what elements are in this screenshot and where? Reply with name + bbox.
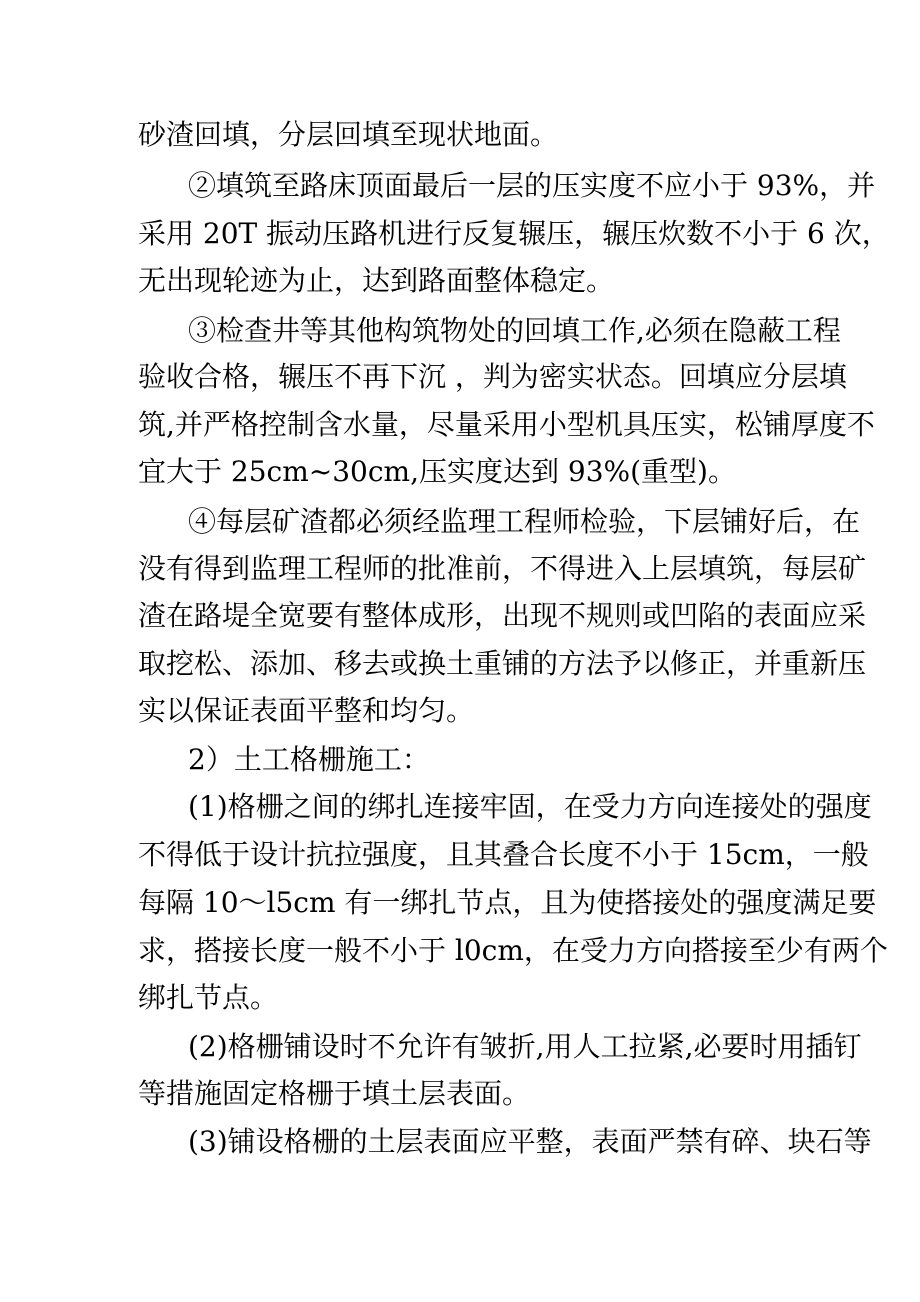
line-text: 宜大于 25cm~30cm,压实度达到 93%(重型)。 [138,455,736,488]
line-text: 等措施固定格栅于填土层表面。 [138,1077,531,1110]
text-line [0,214,920,254]
line-text: 没有得到监理工程师的批准前，不得进入上层填筑，每层矿 [138,552,867,585]
text-line [0,1074,920,1114]
line-text: 验收合格，辗压不再下沉 ，判为密实状态。回填应分层填 [138,360,847,393]
text-line [0,596,920,636]
line-text: 取挖松、添加、移去或换土重铺的方法予以修正，并重新压 [138,647,867,680]
line-text: 绑扎节点。 [138,981,279,1014]
line-text: (3)铺设格栅的土层表面应平整，表面严禁有碎、块石等 [188,1125,872,1158]
text-line [0,691,920,731]
line-text: 实以保证表面平整和均匀。 [138,694,475,727]
line-text: 不得低于设计抗拉强度，且其叠合长度不小于 15cm，一般 [138,838,869,871]
text-line [0,978,920,1018]
line-text: ②填筑至路床顶面最后一层的压实度不应小于 93%，并 [188,169,876,202]
text-line [0,835,920,875]
text-line [0,931,920,971]
text-line [0,261,920,301]
line-text: 砂渣回填，分层回填至现状地面。 [138,118,559,151]
line-text: 2）土工格栅施工： [188,743,430,776]
line-text: 每隔 10～l5cm 有一绑扎节点，且为使搭接处的强度满足要 [138,886,877,919]
text-line [0,787,920,827]
line-text: (1)格栅之间的绑扎连接牢固，在受力方向连接处的强度 [188,790,872,823]
text-line [0,115,920,155]
line-text: ④每层矿渣都必须经监理工程师检验，下层铺好后，在 [188,505,861,538]
line-text: 渣在路堤全宽要有整体成形，出现不规则或凹陷的表面应采 [138,599,867,632]
text-line [0,549,920,589]
line-text: 无出现轮迹为止，达到路面整体稳定。 [138,264,615,297]
text-line [0,1122,920,1162]
text-line [0,644,920,684]
line-text: 筑,并严格控制含水量，尽量采用小型机具压实，松铺厚度不 [138,408,875,441]
line-text: ③检查井等其他构筑物处的回填工作,必须在隐蔽工程 [188,314,841,347]
line-text: (2)格栅铺设时不允许有皱折,用人工拉紧,必要时用插钉 [188,1030,862,1063]
text-line [0,357,920,397]
text-line [0,452,920,492]
text-line [0,405,920,445]
text-line [0,166,920,206]
text-line [0,502,920,542]
text-line [0,311,920,351]
section-heading [0,740,920,780]
line-text: 求，搭接长度一般不小于 l0cm，在受力方向搭接至少有两个 [138,934,888,967]
text-line [0,1027,920,1067]
text-line [0,883,920,923]
line-text: 采用 20T 振动压路机进行反复辗压，辗压炊数不小于 6 次， [138,217,890,250]
